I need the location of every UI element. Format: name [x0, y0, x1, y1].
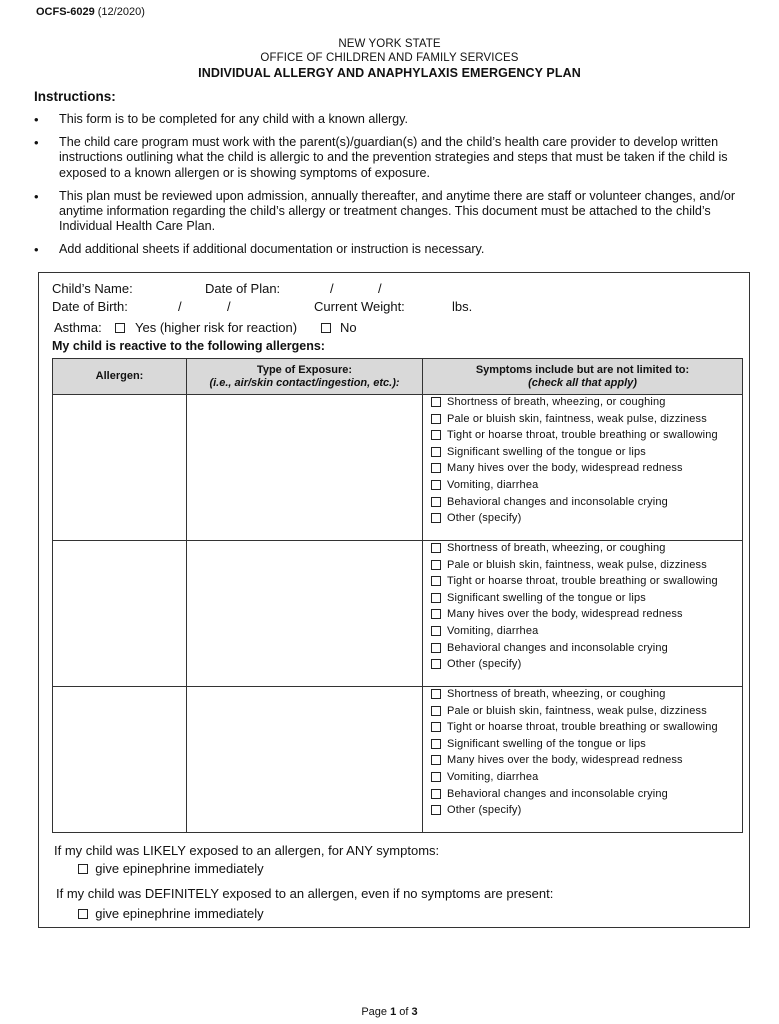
allergens-title: My child is reactive to the following allergens:: [52, 339, 325, 353]
symptom-option[interactable]: [431, 575, 742, 588]
checkbox-icon: [431, 397, 441, 407]
date-of-plan-separator: /: [330, 281, 334, 296]
symptom-option[interactable]: [431, 496, 742, 509]
symptom-option[interactable]: [431, 512, 742, 525]
symptom-option[interactable]: [431, 396, 742, 409]
checkbox-icon: [431, 560, 441, 570]
checkbox-icon: [431, 513, 441, 523]
checkbox-icon: [78, 909, 88, 919]
symptom-option[interactable]: [431, 429, 742, 442]
checkbox-icon: [431, 463, 441, 473]
asthma-yes-checkbox[interactable]: [115, 320, 125, 335]
symptom-option[interactable]: [431, 592, 742, 605]
symptom-checklist: [431, 396, 742, 525]
symptoms-cell: [423, 541, 743, 687]
symptom-label: Behavioral changes and inconsolable crying: [447, 641, 668, 654]
symptom-label: Shortness of breath, wheezing, or coughing: [447, 542, 666, 554]
symptom-label: Tight or hoarse throat, trouble breathing or swallowing: [447, 575, 718, 588]
symptom-label: Tight or hoarse throat, trouble breathing or swallowing: [447, 429, 718, 442]
exposure-header-title: Type of Exposure:: [256, 363, 353, 376]
symptom-label: Significant swelling of the tongue or lips: [447, 591, 646, 604]
checkbox-icon: [431, 430, 441, 440]
date-of-plan-label: Date of Plan:: [205, 281, 281, 296]
symptom-option[interactable]: [431, 688, 742, 701]
symptom-option[interactable]: [431, 721, 742, 734]
symptom-label: Behavioral changes and inconsolable crying: [447, 787, 668, 800]
form-code: [36, 6, 145, 18]
symptom-label: Vomiting, diarrhea: [447, 478, 539, 491]
symptoms-header-subtitle: (check all that apply): [528, 376, 637, 389]
checkbox-icon: [431, 772, 441, 782]
symptom-option[interactable]: [431, 788, 742, 801]
plan-form-box: [38, 272, 750, 928]
likely-epinephrine-option[interactable]: [78, 861, 264, 876]
symptom-label: Tight or hoarse throat, trouble breathing or swallowing: [447, 721, 718, 734]
symptom-label: Many hives over the body, widespread redness: [447, 462, 683, 475]
symptom-label: Shortness of breath, wheezing, or coughing: [447, 396, 666, 408]
checkbox-icon: [431, 576, 441, 586]
symptom-label: Shortness of breath, wheezing, or coughing: [447, 688, 666, 700]
definite-epinephrine-option[interactable]: [78, 906, 264, 921]
symptom-option[interactable]: [431, 625, 742, 638]
checkbox-icon: [431, 643, 441, 653]
symptom-option[interactable]: [431, 658, 742, 671]
header-office: OFFICE OF CHILDREN AND FAMILY SERVICES: [260, 52, 519, 64]
page-prefix: Page: [361, 1006, 391, 1018]
instructions-list: [34, 112, 750, 266]
allergen-column-header: Allergen:: [53, 359, 187, 395]
instruction-item: • This form is to be completed for any child with a known allergy.: [34, 112, 750, 127]
symptom-label: Many hives over the body, widespread redness: [447, 608, 683, 621]
checkbox-icon: [321, 323, 331, 333]
allergen-row: [53, 541, 743, 687]
symptoms-column-header: [423, 359, 743, 395]
allergen-table-header: [53, 359, 743, 395]
exposure-input-cell[interactable]: [187, 541, 423, 687]
definite-exposure-text: If my child was DEFINITELY exposed to an allergen, even if no symptoms are present:: [56, 886, 554, 901]
exposure-column-header: [187, 359, 423, 395]
current-weight-label: Current Weight:: [314, 299, 405, 314]
header-state: NEW YORK STATE: [338, 38, 441, 50]
symptom-option[interactable]: [431, 804, 742, 817]
symptom-label: Many hives over the body, widespread redness: [447, 754, 683, 767]
instruction-item: • This plan must be reviewed upon admission, annually thereafter, and anytime there are staff or volunteer changes, and/or anytime information regarding the child’s allergy or treatment changes. This document must be attached to the child’s Individual Health Care Plan.: [34, 189, 750, 235]
form-revision: (12/2020): [97, 6, 145, 18]
instructions-title: Instructions:: [34, 89, 116, 104]
checkbox-icon: [431, 414, 441, 424]
date-of-birth-separator: /: [178, 299, 182, 314]
symptom-option[interactable]: [431, 462, 742, 475]
asthma-label: Asthma:: [54, 320, 102, 335]
date-of-birth-label: Date of Birth:: [52, 299, 128, 314]
checkbox-icon: [431, 689, 441, 699]
child-name-label: Child’s Name:: [52, 281, 133, 296]
exposure-input-cell[interactable]: [187, 395, 423, 541]
symptom-option[interactable]: [431, 608, 742, 621]
symptom-label: Pale or bluish skin, faintness, weak pulse, dizziness: [447, 558, 707, 571]
form-title: INDIVIDUAL ALLERGY AND ANAPHYLAXIS EMERGENCY PLAN: [198, 66, 581, 80]
allergen-row: [53, 395, 743, 541]
symptom-option[interactable]: [431, 446, 742, 459]
checkbox-icon: [431, 739, 441, 749]
checkbox-icon: [431, 722, 441, 732]
likely-exposure-text: If my child was LIKELY exposed to an allergen, for ANY symptoms:: [54, 843, 440, 858]
checkbox-icon: [431, 805, 441, 815]
symptom-label: Other (specify): [447, 512, 522, 525]
symptoms-cell: [423, 687, 743, 833]
allergen-input-cell[interactable]: [53, 541, 187, 687]
exposure-input-cell[interactable]: [187, 687, 423, 833]
symptom-option[interactable]: [431, 413, 742, 426]
date-of-birth-separator: /: [227, 299, 231, 314]
symptom-option[interactable]: [431, 559, 742, 572]
symptom-label: Significant swelling of the tongue or lips: [447, 737, 646, 750]
definite-epinephrine-label: give epinephrine immediately: [95, 906, 264, 921]
checkbox-icon: [431, 609, 441, 619]
symptom-option[interactable]: [431, 771, 742, 784]
symptom-option[interactable]: [431, 738, 742, 751]
symptom-label: Vomiting, diarrhea: [447, 770, 539, 783]
checkbox-icon: [431, 480, 441, 490]
form-number: OCFS-6029: [36, 6, 95, 18]
symptom-checklist: [431, 542, 742, 671]
checkbox-icon: [78, 864, 88, 874]
page-number: 1: [390, 1006, 397, 1018]
symptom-label: Pale or bluish skin, faintness, weak pulse, dizziness: [447, 412, 707, 425]
allergen-input-cell[interactable]: [53, 395, 187, 541]
weight-unit-label: lbs.: [452, 299, 473, 314]
symptom-label: Behavioral changes and inconsolable crying: [447, 495, 668, 508]
checkbox-icon: [431, 447, 441, 457]
symptom-option[interactable]: [431, 479, 742, 492]
symptom-label: Pale or bluish skin, faintness, weak pulse, dizziness: [447, 704, 707, 717]
symptom-option[interactable]: [431, 705, 742, 718]
instruction-item: • Add additional sheets if additional documentation or instruction is necessary.: [34, 242, 750, 257]
symptom-label: Other (specify): [447, 658, 522, 671]
symptom-option[interactable]: [431, 642, 742, 655]
likely-epinephrine-label: give epinephrine immediately: [95, 861, 264, 876]
asthma-yes-label: Yes (higher risk for reaction): [135, 320, 298, 335]
checkbox-icon: [115, 323, 125, 333]
checkbox-icon: [431, 626, 441, 636]
allergen-input-cell[interactable]: [53, 687, 187, 833]
date-of-plan-separator: /: [378, 281, 382, 296]
page-total: 3: [411, 1006, 418, 1018]
asthma-no-checkbox[interactable]: [321, 320, 331, 335]
allergen-table: [52, 358, 743, 833]
checkbox-icon: [431, 706, 441, 716]
checkbox-icon: [431, 659, 441, 669]
allergen-row: [53, 687, 743, 833]
instruction-item: • The child care program must work with the parent(s)/guardian(s) and the child’s health care provider to develop written instructions outlining what the child is allergic to and the prevention strategies and steps that must be taken if the child is exposed to a known allergen or is showing symptoms of exposure.: [34, 135, 750, 181]
symptoms-header-title: Symptoms include but are not limited to:: [475, 363, 690, 376]
page-footer: [0, 1006, 779, 1018]
symptom-checklist: [431, 688, 742, 817]
symptom-label: Significant swelling of the tongue or lips: [447, 445, 646, 458]
symptoms-cell: [423, 395, 743, 541]
symptom-option[interactable]: [431, 542, 742, 555]
checkbox-icon: [431, 755, 441, 765]
checkbox-icon: [431, 497, 441, 507]
checkbox-icon: [431, 789, 441, 799]
page-of: of: [396, 1006, 412, 1018]
symptom-label: Vomiting, diarrhea: [447, 624, 539, 637]
symptom-option[interactable]: [431, 754, 742, 767]
exposure-header-subtitle: (i.e., air/skin contact/ingestion, etc.):: [209, 376, 400, 389]
checkbox-icon: [431, 543, 441, 553]
symptom-label: Other (specify): [447, 804, 522, 817]
checkbox-icon: [431, 593, 441, 603]
asthma-no-label: No: [340, 320, 357, 335]
